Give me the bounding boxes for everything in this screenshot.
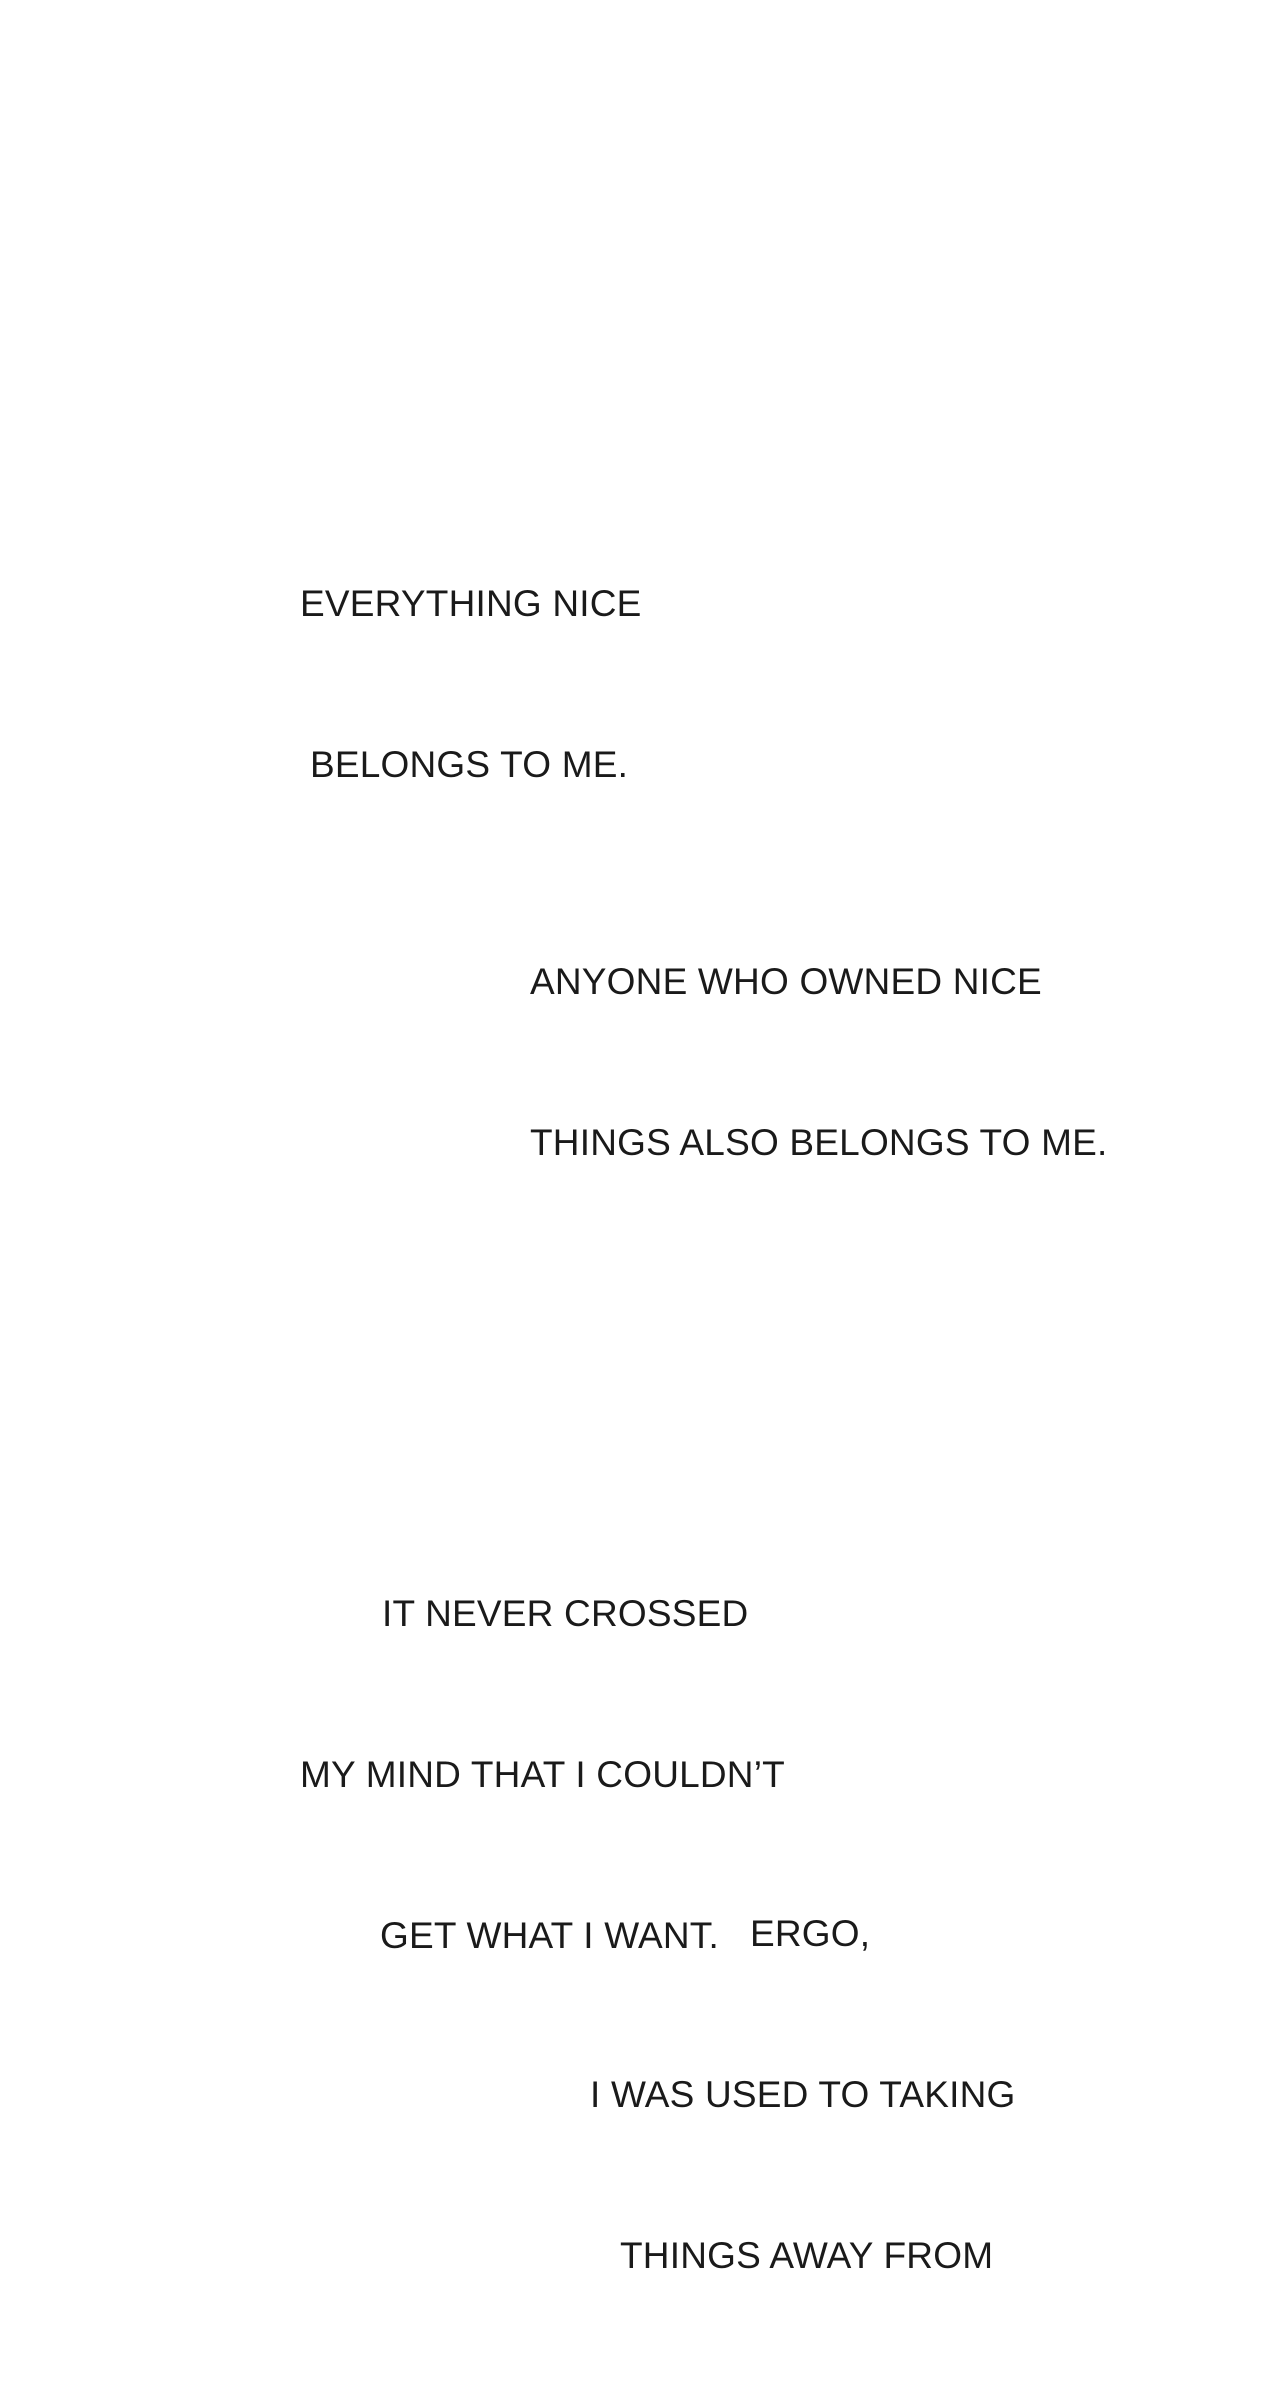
caption-block-1: [300, 470, 642, 899]
caption-line: ANYONE WHO OWNED NICE: [530, 961, 1042, 1003]
caption-line: BELONGS TO ME.: [310, 744, 629, 786]
caption-line: MY MIND THAT I COULDN’T: [300, 1754, 785, 1796]
caption-line: ERGO,: [750, 1913, 871, 1955]
caption-line: THINGS AWAY FROM: [620, 2235, 994, 2277]
caption-line: I WAS USED TO TAKING: [590, 2074, 1016, 2116]
caption-line: GET WHAT I WANT.: [380, 1915, 719, 1957]
caption-line: IT NEVER CROSSED: [382, 1593, 749, 1635]
caption-block-2: [530, 848, 1108, 1277]
caption-line: EVERYTHING NICE: [300, 583, 642, 625]
caption-line: THINGS ALSO BELONGS TO ME.: [530, 1122, 1108, 1164]
caption-block-4: [590, 1800, 1015, 2390]
